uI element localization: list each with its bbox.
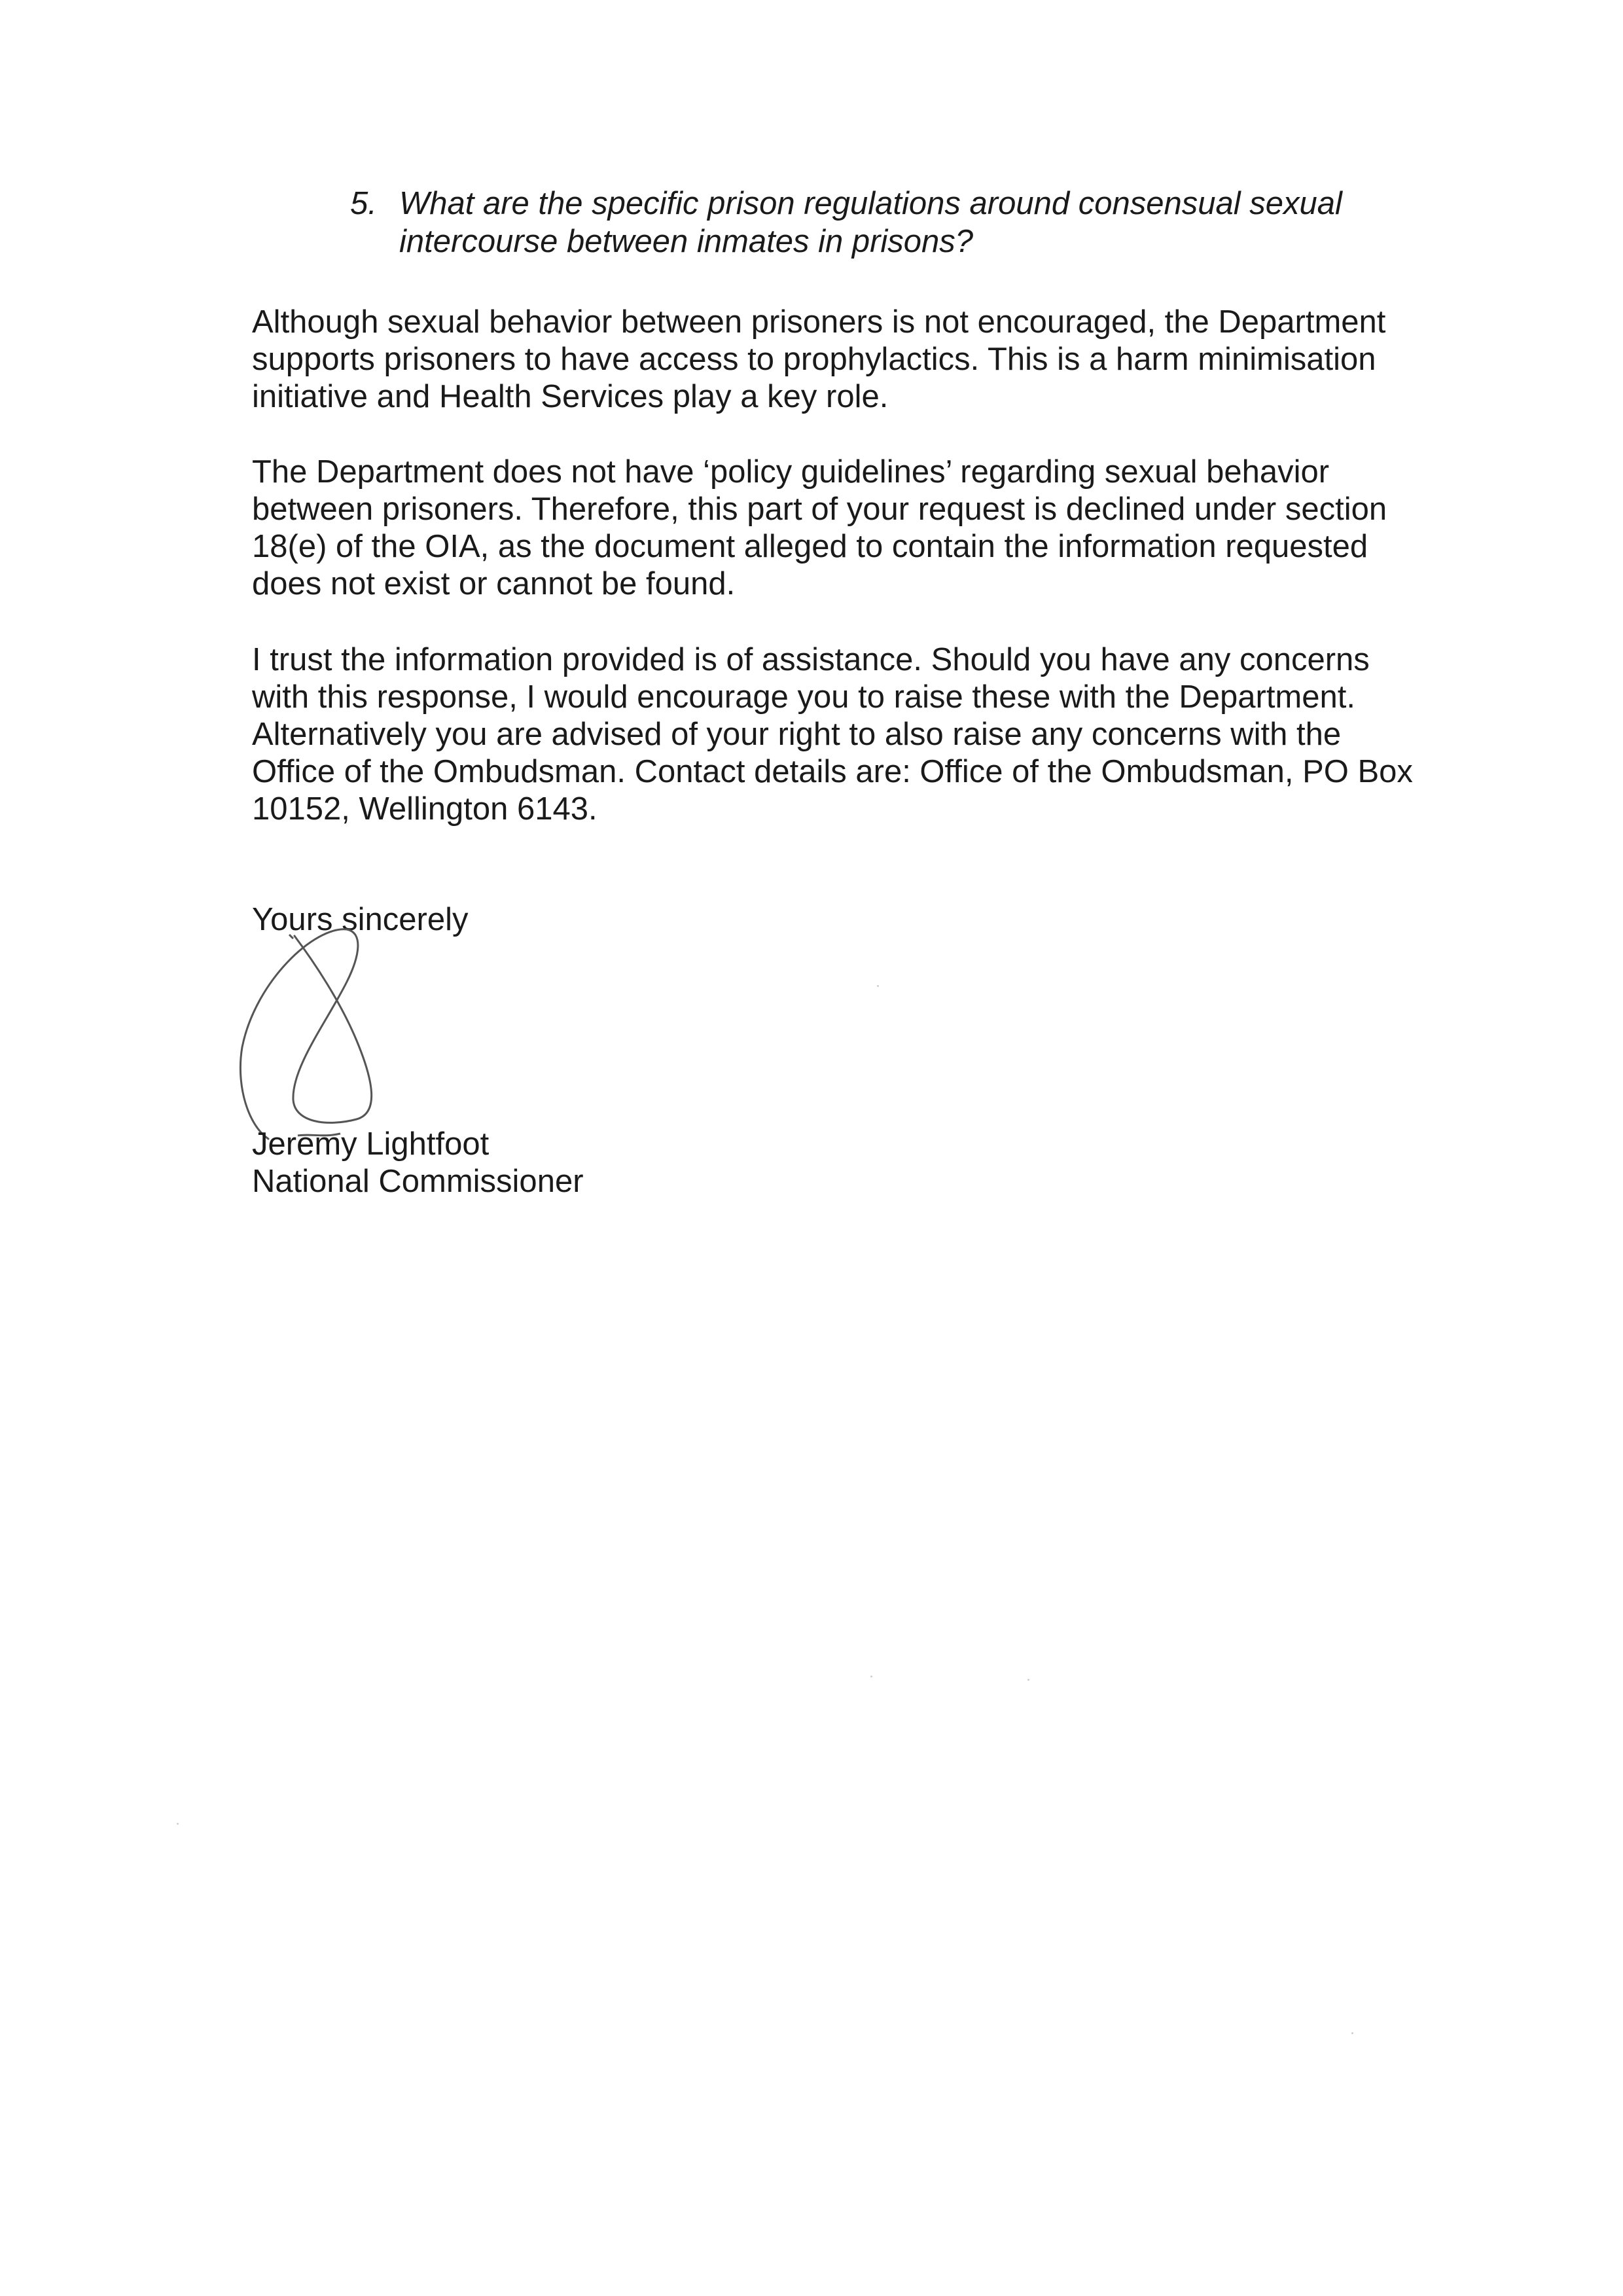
scan-speck xyxy=(1351,2032,1353,2034)
question-text: What are the specific prison regulations around consensual sexual intercourse between inmates in prisons? xyxy=(399,186,1342,259)
scan-speck xyxy=(877,985,879,987)
scan-speck xyxy=(177,1823,179,1825)
closing-salutation: Yours sincerely xyxy=(252,902,469,937)
scan-speck xyxy=(1027,1679,1029,1681)
signer-name: Jeremy Lightfoot xyxy=(252,1126,490,1162)
question-number: 5. xyxy=(350,186,377,221)
paragraph-policy-guidelines: The Department does not have ‘policy guidelines’ regarding sexual behavior between prisoners. Therefore, this part of your request is declined under section 18(e) of the OIA, as the document alleged to contain the information requested does not exist or cannot be found. xyxy=(252,454,1387,601)
signer-title: National Commissioner xyxy=(252,1164,584,1199)
scan-speck xyxy=(870,1676,872,1677)
numbered-question xyxy=(350,185,1463,260)
paragraph-prophylactics: Although sexual behavior between prisoners is not encouraged, the Department supports prisoners to have access to prophylactics. This is a harm minimisation initiative and Health Services play a key role. xyxy=(252,304,1386,414)
paragraph-ombudsman-contact: I trust the information provided is of assistance. Should you have any concerns with this response, I would encourage you to raise these with the Department. Alternatively you are advised of your right to also raise any concerns with the Office of the Ombudsman. Contact details are: Office of the Ombudsman, PO Box 10152, Wellington 6143. xyxy=(252,642,1413,827)
